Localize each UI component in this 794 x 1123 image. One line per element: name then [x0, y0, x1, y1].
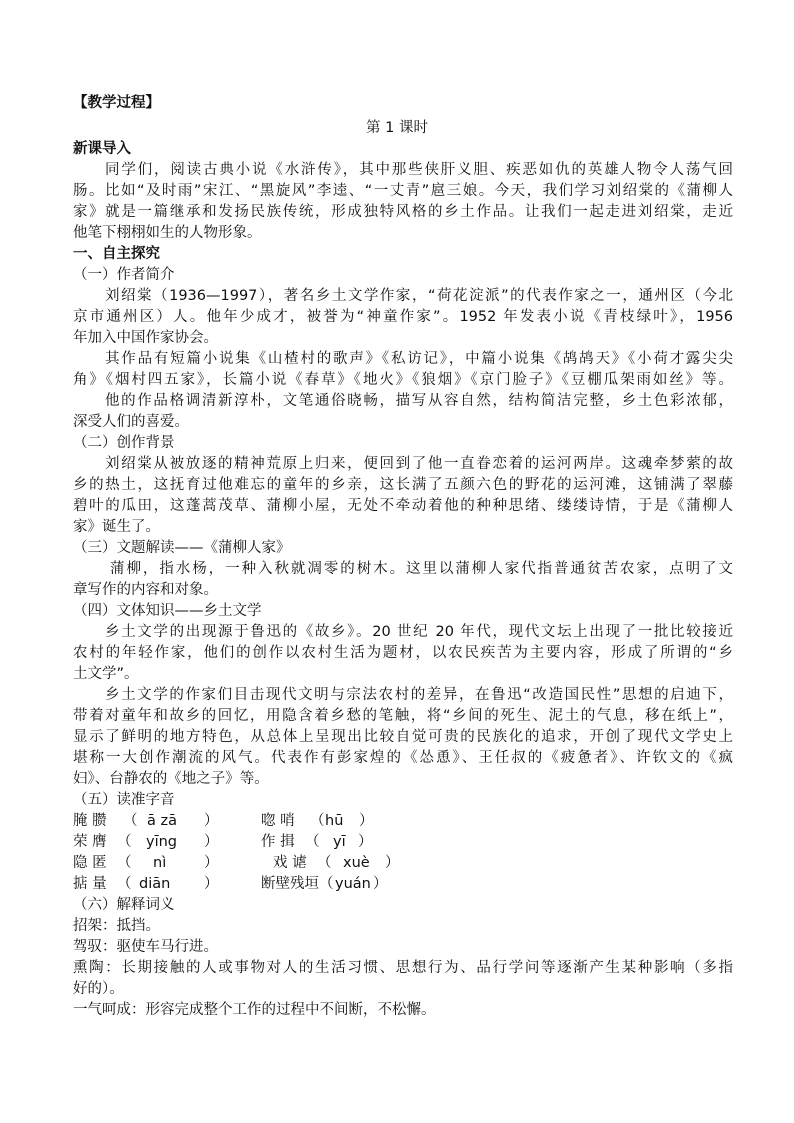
- pron-word: 隐 匿: [73, 855, 107, 871]
- lesson-label: 第 1 课时: [366, 120, 428, 136]
- pron-paren: （: [117, 876, 132, 892]
- background-heading: （二）创作背景: [73, 435, 175, 451]
- intro-line: 他笔下栩栩如生的人物形象。: [73, 225, 262, 241]
- section-heading: 【教学过程】: [73, 95, 160, 111]
- genre-line: 乡土文学的作家们目击现代文明与宗法农村的差异，在鲁迅“改造国民性”思想的启迪下，: [105, 687, 733, 703]
- pron-pinyin: xuè: [343, 855, 370, 871]
- pron-paren: ）: [204, 813, 219, 829]
- pron-word: 断壁残垣: [261, 876, 319, 892]
- author-line: 年加入中国作家协会。: [73, 330, 218, 346]
- pron-pinyin: yī: [333, 834, 346, 850]
- pron-pinyin: nì: [153, 855, 167, 871]
- intro-line: 肠。比如“及时雨”宋江、“黑旋风”李逵、“一丈青”扈三娘。今天，我们学习刘绍棠的《蒲柳人: [73, 183, 733, 199]
- pron-paren: （: [319, 876, 334, 892]
- pronunciation-row: [73, 853, 733, 874]
- pron-pinyin: ā zā: [147, 813, 177, 829]
- intro-line: 家》就是一篇继承和发扬民族传统，形成独特风格的乡土作品。让我们一起走进刘绍棠，走近: [73, 204, 733, 220]
- pron-paren: （: [305, 834, 320, 850]
- pron-paren: （: [117, 855, 132, 871]
- pron-paren: ）: [359, 813, 374, 829]
- pron-pinyin: yuán: [335, 876, 371, 892]
- pron-word: 掂 量: [73, 876, 107, 892]
- pron-paren: （: [317, 855, 332, 871]
- author-line: 角》《烟村四五家》，长篇小说《春草》《地火》《狼烟》《京门脸子》《豆棚瓜架雨如丝》等。: [73, 372, 733, 388]
- author-line: 京市通州区）人。他年少成才，被誉为“神童作家”。1952 年发表小说《青枝绿叶》，1956: [73, 309, 733, 325]
- intro-heading: 新课导入: [73, 141, 131, 157]
- pron-paren: ）: [204, 834, 219, 850]
- genre-line: 带着对童年和故乡的回忆，用隐含着乡愁的笔触，将“乡间的死生、泥土的气息，移在纸上”，: [73, 708, 733, 724]
- title-reading-line: 蒲柳，指水杨，一种入秋就凋零的树木。这里以蒲柳人家代指普通贫苦农家，点明了文: [110, 561, 733, 577]
- pron-pinyin: yīng: [146, 834, 178, 850]
- author-heading: （一）作者简介: [73, 267, 175, 283]
- author-line: 刘绍棠（1936—1997），著名乡土文学作家，“荷花淀派”的代表作家之一，通州区（今北: [105, 288, 733, 304]
- pron-paren: ）: [358, 834, 373, 850]
- pron-pinyin: hū: [325, 813, 344, 829]
- intro-line: 同学们，阅读古典小说《水浒传》，其中那些侠肝义胆、疾恶如仇的英雄人物令人荡气回: [105, 162, 733, 178]
- author-line: 其作品有短篇小说集《山楂村的歌声》《私访记》，中篇小说集《鸪鸪天》《小荷才露尖尖: [105, 351, 733, 367]
- pron-word: 腌 臜: [73, 813, 107, 829]
- vocab-line: 招架：抵挡。: [73, 918, 160, 934]
- background-line: 刘绍棠从被放逐的精神荒原上归来，便回到了他一直眷恋着的运河两岸。这魂牵梦萦的故: [105, 456, 733, 472]
- pronunciation-row: [73, 874, 733, 895]
- vocab-line: 好的）。: [73, 981, 124, 997]
- vocab-heading: （六）解释词义: [73, 897, 175, 913]
- pron-word: 唿 哨: [261, 813, 295, 829]
- pron-paren: （: [310, 813, 325, 829]
- pron-word: 荣 膺: [73, 834, 107, 850]
- pron-word: 戏 谑: [273, 855, 307, 871]
- pronunciation-heading: （五）读准字音: [73, 792, 175, 808]
- part1-heading: 一、自主探究: [73, 246, 160, 262]
- genre-line: 乡土文学的出现源于鲁迅的《故乡》。20 世纪 20 年代，现代文坛上出现了一批比较接近: [105, 624, 733, 640]
- pron-pinyin: diān: [139, 876, 171, 892]
- pronunciation-row: [73, 811, 733, 832]
- vocab-line: 一气呵成：形容完成整个工作的过程中不间断，不松懈。: [73, 1002, 436, 1018]
- vocab-line: 驾驭：驱使车马行进。: [73, 939, 218, 955]
- title-reading-heading: （三）文题解读——《蒲柳人家》: [73, 540, 291, 556]
- pron-word: 作 揖: [261, 834, 295, 850]
- pron-paren: （: [117, 834, 132, 850]
- vocab-line: 熏陶：长期接触的人或事物对人的生活习惯、思想行为、品行学问等逐渐产生某种影响（多指: [73, 960, 733, 976]
- background-line: 乡的热土，这抚育过他难忘的童年的乡亲，这长满了五颜六色的野花的运河滩，这铺满了翠藤: [73, 477, 733, 493]
- pron-paren: （: [123, 813, 138, 829]
- genre-line: 妇》、台静农的《地之子》等。: [73, 771, 269, 787]
- author-line: 深受人们的喜爱。: [73, 414, 189, 430]
- genre-line: 堪称一大创作潮流的风气。代表作有彭家煌的《怂恿》、王任叔的《疲惫者》、许钦文的《疯: [73, 750, 733, 766]
- genre-line: 土文学”。: [73, 666, 139, 682]
- genre-line: 显示了鲜明的地方特色，从总体上呈现出比较自觉可贵的民族化的追求，开创了现代文学史上: [73, 729, 733, 745]
- background-line: 家》诞生了。: [73, 519, 160, 535]
- pron-paren: ）: [385, 855, 400, 871]
- pron-paren: ）: [204, 855, 219, 871]
- pronunciation-row: [73, 832, 733, 853]
- title-reading-line: 章写作的内容和对象。: [73, 582, 218, 598]
- background-line: 碧叶的瓜田，这蓬蒿茂草、蒲柳小屋，无处不牵动着他的种种思绪、缕缕诗情，于是《蒲柳人: [73, 498, 733, 514]
- pron-paren: ）: [204, 876, 219, 892]
- pron-paren: ）: [373, 876, 388, 892]
- genre-heading: （四）文体知识——乡土文学: [73, 603, 262, 619]
- author-line: 他的作品格调清新淳朴，文笔通俗晓畅，描写从容自然，结构简洁完整，乡土色彩浓郁，: [105, 393, 733, 409]
- genre-line: 农村的年轻作家，他们的创作以农村生活为题材，以农民疾苦为主要内容，形成了所谓的“乡: [73, 645, 733, 661]
